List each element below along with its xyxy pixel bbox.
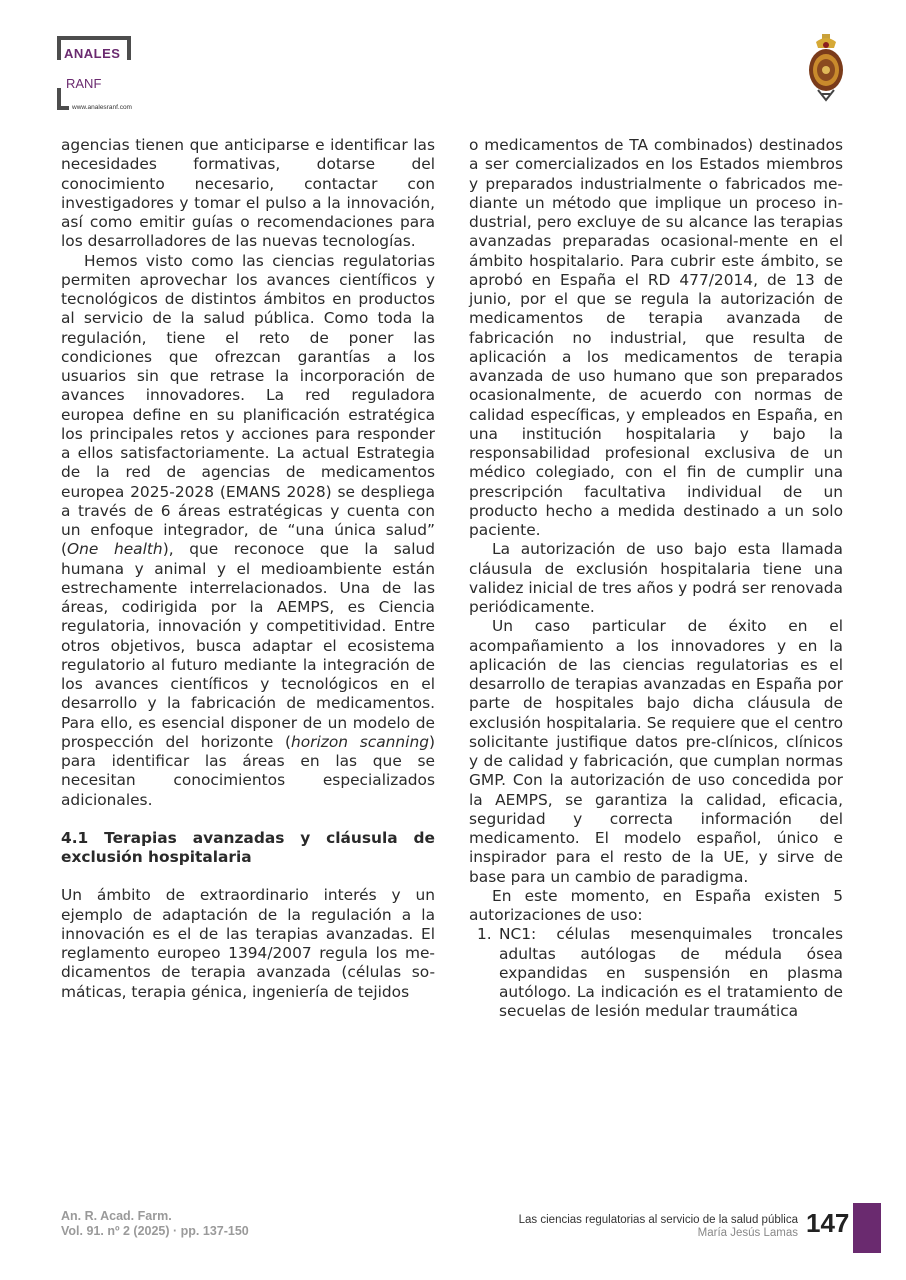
journal-volume: Vol. 91. nº 2 (2025) · pp. 137-150 bbox=[61, 1224, 249, 1238]
running-footer bbox=[519, 1214, 798, 1240]
page-number: 147 bbox=[806, 1208, 850, 1238]
journal-citation bbox=[61, 1209, 249, 1239]
journal-name: An. R. Acad. Farm. bbox=[61, 1209, 172, 1223]
paragraph: Hemos visto como las ciencias regulatorias permiten aprovechar los avances científicos y tecnológicos de distintos ámbitos en productos al servicio de la salud pública. Como toda la regulación, tiene el reto de poner las condiciones que ofrezcan garantías a los usuarios sin que retrase la incorporación de avances innovadores. La red reguladora europea define en su planificación estratégica los principales retos y acciones para responder a ellos satisfactoriamente. La actual Estrategia de la red de agencias de medicamentos europea 2025-2028 (EMANS 2028) se despliega a través de 6 áreas estratégicas y cuenta con un enfoque integrador, de “una única salud” (One health), que reconoce que la salud humana y animal y el medioambiente están estrechamente interrelacionados. Una de las áreas, codirigida por la AEMPS, es Ciencia regulatoria, innovación y competitividad. Entre otros objetivos, busca adaptar el ecosistema regulatorio al futuro mediante la integración de los avances científicos y tecnológicos en el desarrollo y la fabricación de medicamentos. Para ello, es esencial disponer de un modelo de prospección del horizonte (horizon scanning) para identificar las áreas en las que se necesitan conocimientos especializados adicionales. bbox=[61, 251, 435, 809]
authorization-list bbox=[469, 925, 843, 1021]
article-title: Las ciencias regulatorias al servicio de la salud pública bbox=[518, 1214, 798, 1226]
logo-subtitle: RANF bbox=[66, 76, 102, 91]
left-column bbox=[61, 136, 435, 1002]
paragraph: Un ámbito de extraordinario interés y un ejemplo de adaptación de la regulación a la innovación es el de las terapias avanzadas. El reglamento europeo 1394/2007 regula los me-dicamentos de terapia avanzada (células so-máticas, terapia génica, ingeniería de tejidos bbox=[61, 886, 435, 1001]
paragraph: o medicamentos de TA combinados) destinados a ser comercializados en los Estados miembros y preparados industrialmente o fabricados me-diante un método que implique un proceso in-dustrial, pero excluye de su alcance las terapias avanzadas preparadas ocasional-mente en el ámbito hospitalario. Para cubrir este ámbito, se aprobó en España el RD 477/2014, de 13 de junio, por el que se regula la autorización de medicamentos de terapia avanzada de fabricación no industrial, que resulta de aplicación a los medicamentos de terapia avanzada de uso humano que son preparados ocasionalmente, de acuerdo con normas de calidad específicas, y empleados en España, en una institución hospitalaria y bajo la responsabilidad profesional exclusiva de un médico colegiado, con el fin de cumplir una prescripción facultativa individual de un producto hecho a medida destinado a un solo paciente. bbox=[469, 136, 843, 539]
paragraph: En este momento, en España existen 5 autorizaciones de uso: bbox=[469, 886, 843, 924]
list-item bbox=[469, 925, 843, 1021]
list-text: NC1: células mesenquimales troncales adultas autólogas de médula ósea expandidas en suspensión en plasma autólogo. La indicación es el tratamiento de secuelas de lesión medular traumática bbox=[499, 925, 843, 1021]
logo-title: ANALES bbox=[64, 46, 121, 61]
page-tab-marker bbox=[853, 1203, 881, 1253]
logo-frame-bottom bbox=[57, 88, 69, 110]
journal-logo bbox=[57, 36, 177, 116]
article-author: María Jesús Lamas bbox=[697, 1227, 798, 1239]
section-heading: 4.1 Terapias avanzadas y cláusula de exclusión hospitalaria bbox=[61, 828, 435, 866]
paragraph: Un caso particular de éxito en el acompañamiento a los innovadores y en la aplicación de las ciencias regulatorias es el desarrollo de terapias avanzadas en España por parte de hospitales bajo dicha cláusula de exclusión hospitalaria. Se requiere que el centro solicitante justifique datos pre-clínicos, clínicos y de calidad y fabricación, que cumplan normas GMP. Con la autorización de uso concedida por la AEMPS, se garantiza la calidad, eficacia, seguridad y correcta información del medicamento. El modelo español, único e inspirador para el resto de la UE, y sirve de base para un cambio de paradigma. bbox=[469, 617, 843, 886]
logo-url: www.analesranf.com bbox=[72, 104, 132, 111]
paragraph: agencias tienen que anticiparse e identificar las necesidades formativas, dotarse del conocimiento necesario, contactar con investigadores y tomar el pulso a la innovación, así como emitir guías o recomendaciones para los desarrolladores de las nuevas tecnologías. bbox=[61, 136, 435, 251]
right-column bbox=[469, 136, 843, 1022]
academy-seal-icon bbox=[804, 32, 848, 104]
list-number: 1. bbox=[477, 925, 492, 944]
paragraph: La autorización de uso bajo esta llamada cláusula de exclusión hospitalaria tiene una validez inicial de tres años y podrá ser renovada periódicamente. bbox=[469, 540, 843, 616]
